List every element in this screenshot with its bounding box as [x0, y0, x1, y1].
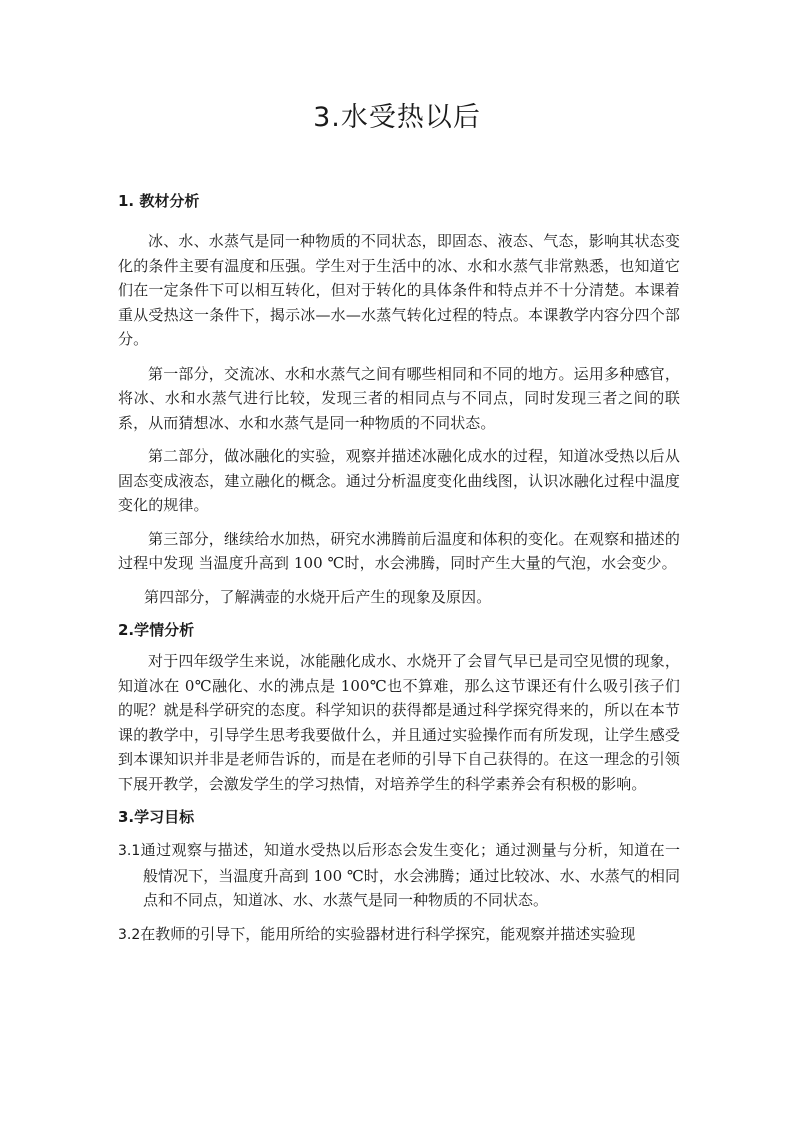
goal-item [118, 838, 680, 913]
paragraph: 冰、水、水蒸气是同一种物质的不同状态，即固态、液态、气态，影响其状态变化的条件主要有温度和压强。学生对于生活中的冰、水和水蒸气非常熟悉，也知道它们在一定条件下可以相互转化，但对于转化的具体条件和特点并不十分清楚。本课着重从受热这一条件下，揭示冰—水—水蒸气转化过程的特点。本课教学内容分四个部分。 [118, 232, 680, 348]
paragraph: 第二部分，做冰融化的实验，观察并描述冰融化成水的过程，知道冰受热以后从固态变成液态，建立融化的概念。通过分析温度变化曲线图，认识冰融化过程中温度变化的规律。 [118, 447, 680, 514]
paragraph: 第四部分，了解满壶的水烧开后产生的现象及原因。 [144, 587, 492, 606]
document-title: 3.水受热以后 [313, 102, 481, 133]
paragraph: 对于四年级学生来说，冰能融化成水、水烧开了会冒气早已是司空见惯的现象，知道冰在 0℃融化、水的沸点是 100℃也不算难，那么这节课还有什么吸引孩子们的呢？就是科学研究的态度。科学知识的获得都是通过科学探究得来的，所以在本节课的教学中，引导学生思考我要做什么，并且通过实验操作而有所发现，让学生感受到本课知识并非是老师告诉的，而是在老师的引导下自己获得的。在这一理念的引领下展开教学，会激发学生的学习热情，对培养学生的科学素养会有积极的影响。 [118, 652, 680, 793]
goal-text: 在教师的引导下，能用所给的实验器材进行科学探究，能观察并描述实验现 [140, 924, 636, 943]
section-heading-student-analysis: 2.学情分析 [118, 621, 195, 639]
goal-number: 3.2 [118, 926, 141, 943]
document-body [118, 188, 680, 956]
paragraph: 第一部分，交流冰、水和水蒸气之间有哪些相同和不同的地方。运用多种感官，将冰、水和水蒸气进行比较，发现三者的相同点与不同点，同时发现三者之间的联系，从而猜想冰、水和水蒸气是同一种物质的不同状态。 [118, 364, 680, 432]
paragraph: 第三部分，继续给水加热，研究水沸腾前后温度和体积的变化。在观察和描述的过程中发现 当温度升高到 100 ℃时，水会沸腾，同时产生大量的气泡，水会变少。 [118, 529, 680, 572]
section-heading-learning-goals: 3.学习目标 [118, 808, 195, 826]
section-heading-textbook-analysis: 1. 教材分析 [118, 192, 200, 210]
goal-text: 通过观察与描述，知道水受热以后形态会发生变化；通过测量与分析，知道在一般情况下，当温度升高到 100 ℃时，水会沸腾；通过比较冰、水、水蒸气的相同点和不同点，知道冰、水、水蒸气是同一种物质的不同状态。 [140, 841, 680, 909]
goal-number: 3.1 [118, 843, 141, 859]
goal-item [118, 922, 680, 948]
